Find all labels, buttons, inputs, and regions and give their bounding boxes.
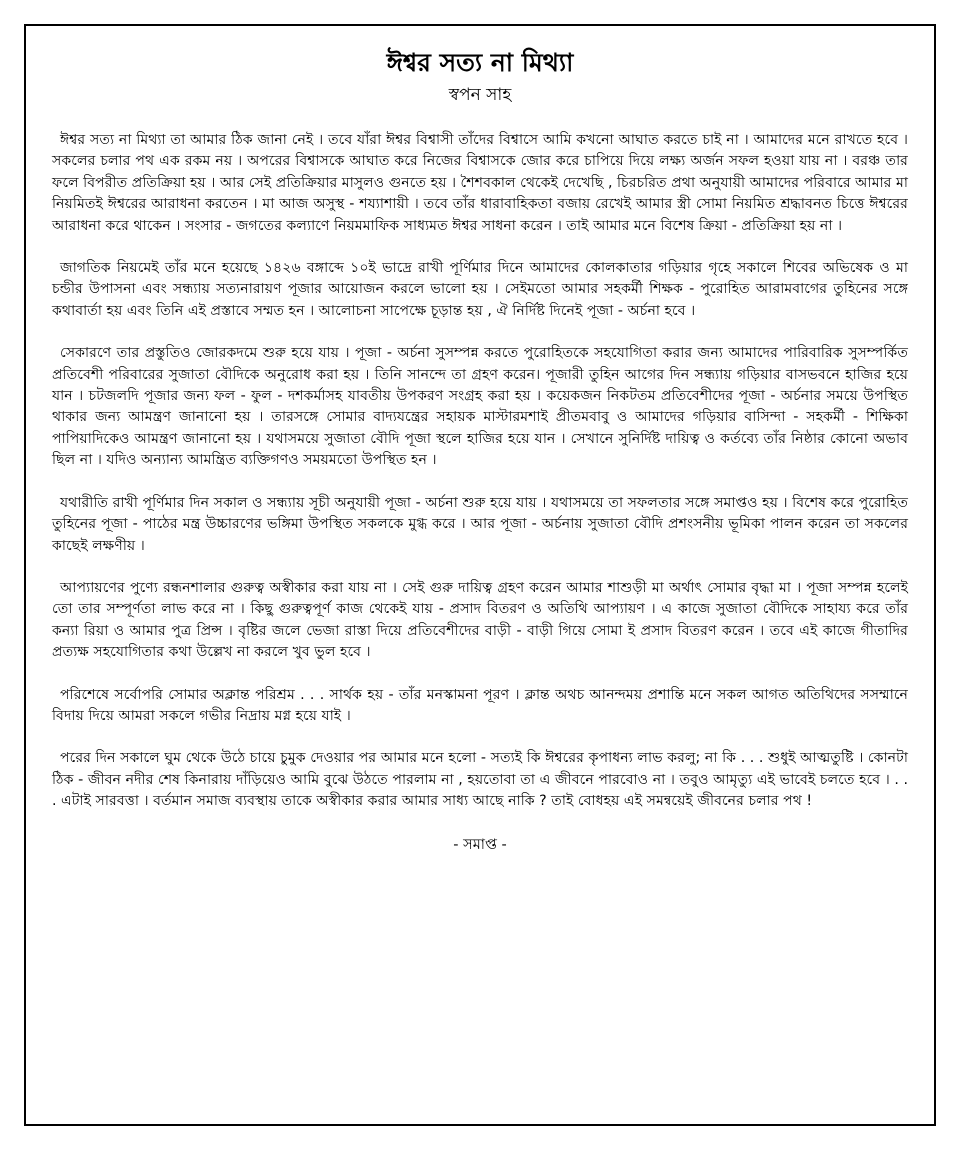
end-mark: - সমাপ্ত - <box>453 836 507 853</box>
body-paragraph: পরের দিন সকালে ঘুম থেকে উঠে চায়ে চুমুক দেওয়ার পর আমার মনে হলো - সত্যই কি ঈশ্বরের কৃপাধন্য লাভ করলু; না কি . . . শুধুই আত্মতুষ্টি । কোনটা ঠিক - জীবন নদীর শেষ কিনারায় দাঁড়িয়েও আমি বুঝে উঠতে পারলাম না , হয়তোবা তা এ জীবনে পারবোও না । তবুও আমৃত্যু এই ভাবেই চলতে হবে । . . . এটাই সারবত্তা । বর্তমান সমাজ ব্যবস্থায় তাকে অস্বীকার করার আমার সাধ্য আছে নাকি ? তাই বোধহয় এই সমন্বয়েই জীবনের চলার পথ ! <box>52 750 909 810</box>
document-page-frame <box>24 24 936 1126</box>
document-title: ঈশ্বর সত্য না মিথ্যা <box>386 48 574 77</box>
body-paragraph: ঈশ্বর সত্য না মিথ্যা তা আমার ঠিক জানা নেই । তবে যাঁরা ঈশ্বর বিশ্বাসী তাঁদের বিশ্বাসে আমি কখনো আঘাত করতে চাই না । আমাদের মনে রাখতে হবে । সকলের চলার পথ এক রকম নয় । অপরের বিশ্বাসকে আঘাত করে নিজের বিশ্বাসকে জোর করে চাপিয়ে দিয়ে লক্ষ্য অর্জন সফল হওয়া যায় না । বরঞ্চ তার ফলে বিপরীত প্রতিক্রিয়া হয় । আর সেই প্রতিক্রিয়ার মাসুলও গুনতে হয় । শৈশবকাল থেকেই দেখেছি , চিরচরিত প্রথা অনুযায়ী আমাদের পরিবারে আমার মা নিয়মিতই ঈশ্বরের আরাধনা করতেন । মা আজ অসুস্থ - শয্যাশায়ী । তবে তাঁর ধারাবাহিকতা বজায় রেখেই আমার স্ত্রী সোমা নিয়মিত শ্রদ্ধাবনত চিত্তে ঈশ্বরের আরাধনা করে থাকেন । সংসার - জগতের কল্যাণে নিয়মমাফিক সাধ্যমত ঈশ্বর সাধনা করেন । তাই আমার মনে বিশেষ ক্রিয়া - প্রতিক্রিয়া হয় না । <box>52 132 908 234</box>
body-paragraph: সেকারণে তার প্রস্তুতিও জোরকদমে শুরু হয়ে যায় । পূজা - অর্চনা সুসম্পন্ন করতে পুরোহিতকে সহযোগিতা করার জন্য আমাদের পারিবারিক সুসম্পর্কিত প্রতিবেশী পরিবারের সুজাতা বৌদিকে অনুরোধ করা হয় । তিনি সানন্দে তা গ্রহণ করেন। পূজারী তুহিন আগের দিন সন্ধ্যায় গড়িয়ার বাসভবনে হাজির হয়ে যান । চটজলদি পূজার জন্য ফল - ফুল - দশকর্মাসহ যাবতীয় উপকরণ সংগ্রহ করা হয় । কয়েকজন নিকটতম প্রতিবেশীদের পূজা - অর্চনার সময়ে উপস্থিত থাকার জন্য আমন্ত্রণ জানানো হয় । তারসঙ্গে সোমার বাদ্যযন্ত্রের সহায়ক মাস্টারমশাই প্রীতমবাবু ও আমাদের গড়িয়ার বাসিন্দা - সহকর্মী - শিক্ষিকা পাপিয়াদিকেও আমন্ত্রণ জানানো হয় । যথাসময়ে সুজাতা বৌদি পূজা স্থলে হাজির হয়ে যান । সেখানে সুনির্দিষ্ট দায়িত্ব ও কর্তব্যে তাঁর নিষ্ঠার কোনো অভাব ছিল না । যদিও অন্যান্য আমন্ত্রিত ব্যক্তিগণও সময়মতো উপস্থিত হন । <box>52 345 908 469</box>
body-paragraph: পরিশেষে সর্বোপরি সোমার অক্লান্ত পরিশ্রম . . . সার্থক হয় - তাঁর মনস্কামনা পূরণ । ক্লান্ত অথচ আনন্দময় প্রশান্তি মনে সকল আগত অতিথিদের সসম্মানে বিদায় দিয়ে আমরা সকলে গভীর নিদ্রায় মগ্ন হয়ে যাই । <box>52 686 908 724</box>
body-paragraph: আপ্যায়ণের পুণ্যে রন্ধনশালার গুরুত্ব অস্বীকার করা যায় না । সেই গুরু দায়িত্ব গ্রহণ করেন আমার শাশুড়ী মা অর্থাৎ সোমার বৃদ্ধা মা । পূজা সম্পন্ন হলেই তো তার সম্পূর্ণতা লাভ করে না । কিছু গুরুত্বপূর্ণ কাজ থেকেই যায় - প্রসাদ বিতরণ ও অতিথি আপ্যায়ণ । এ কাজে সুজাতা বৌদিকে সাহায্য করে তাঁর কন্যা রিয়া ও আমার পুত্র প্রিন্স । বৃষ্টির জলে ভেজা রাস্তা দিয়ে প্রতিবেশীদের বাড়ী - বাড়ী গিয়ে সোমা ই প্রসাদ বিতরণ করেন । তবে এই কাজে গীতাদির প্রত্যক্ষ সহযোগিতার কথা উল্লেখ না করলে খুব ভুল হবে । <box>52 579 908 661</box>
body-paragraph: যথারীতি রাখী পূর্ণিমার দিন সকাল ও সন্ধ্যায় সূচী অনুযায়ী পূজা - অর্চনা শুরু হয়ে যায় । যথাসময়ে তা সফলতার সঙ্গে সমাপ্তও হয় । বিশেষ করে পুরোহিত তুহিনের পূজা - পাঠের মন্ত্র উচ্চারণের ভঙ্গিমা উপস্থিত সকলকে মুগ্ধ করে । আর পূজা - অর্চনায় সুজাতা বৌদি প্রশংসনীয় ভূমিকা পালন করেন তা সকলের কাছেই লক্ষণীয় । <box>52 494 908 554</box>
document-author: স্বপন সাহ <box>448 85 512 105</box>
body-paragraph: জাগতিক নিয়মেই তাঁর মনে হয়েছে ১৪২৬ বঙ্গাব্দে ১০ই ভাদ্রে রাখী পূর্ণিমার দিনে আমাদের কোলকাতার গড়িয়ার গৃহে সকালে শিবের অভিষেক ও মা চন্ডীর উপাসনা এবং সন্ধ্যায় সত্যনারায়ণ পূজার আয়োজন করলে ভালো হয় । সেইমতো আমার সহকর্মী শিক্ষক - পুরোহিত আরামবাগের তুহিনের সঙ্গে কথাবার্তা হয় এবং তিনি এই প্রস্তাবে সম্মত হন । আলোচনা সাপেক্ষে চূড়ান্ত হয় , ঐ নির্দিষ্ট দিনেই পূজা - অর্চনা হবে । <box>52 260 908 319</box>
